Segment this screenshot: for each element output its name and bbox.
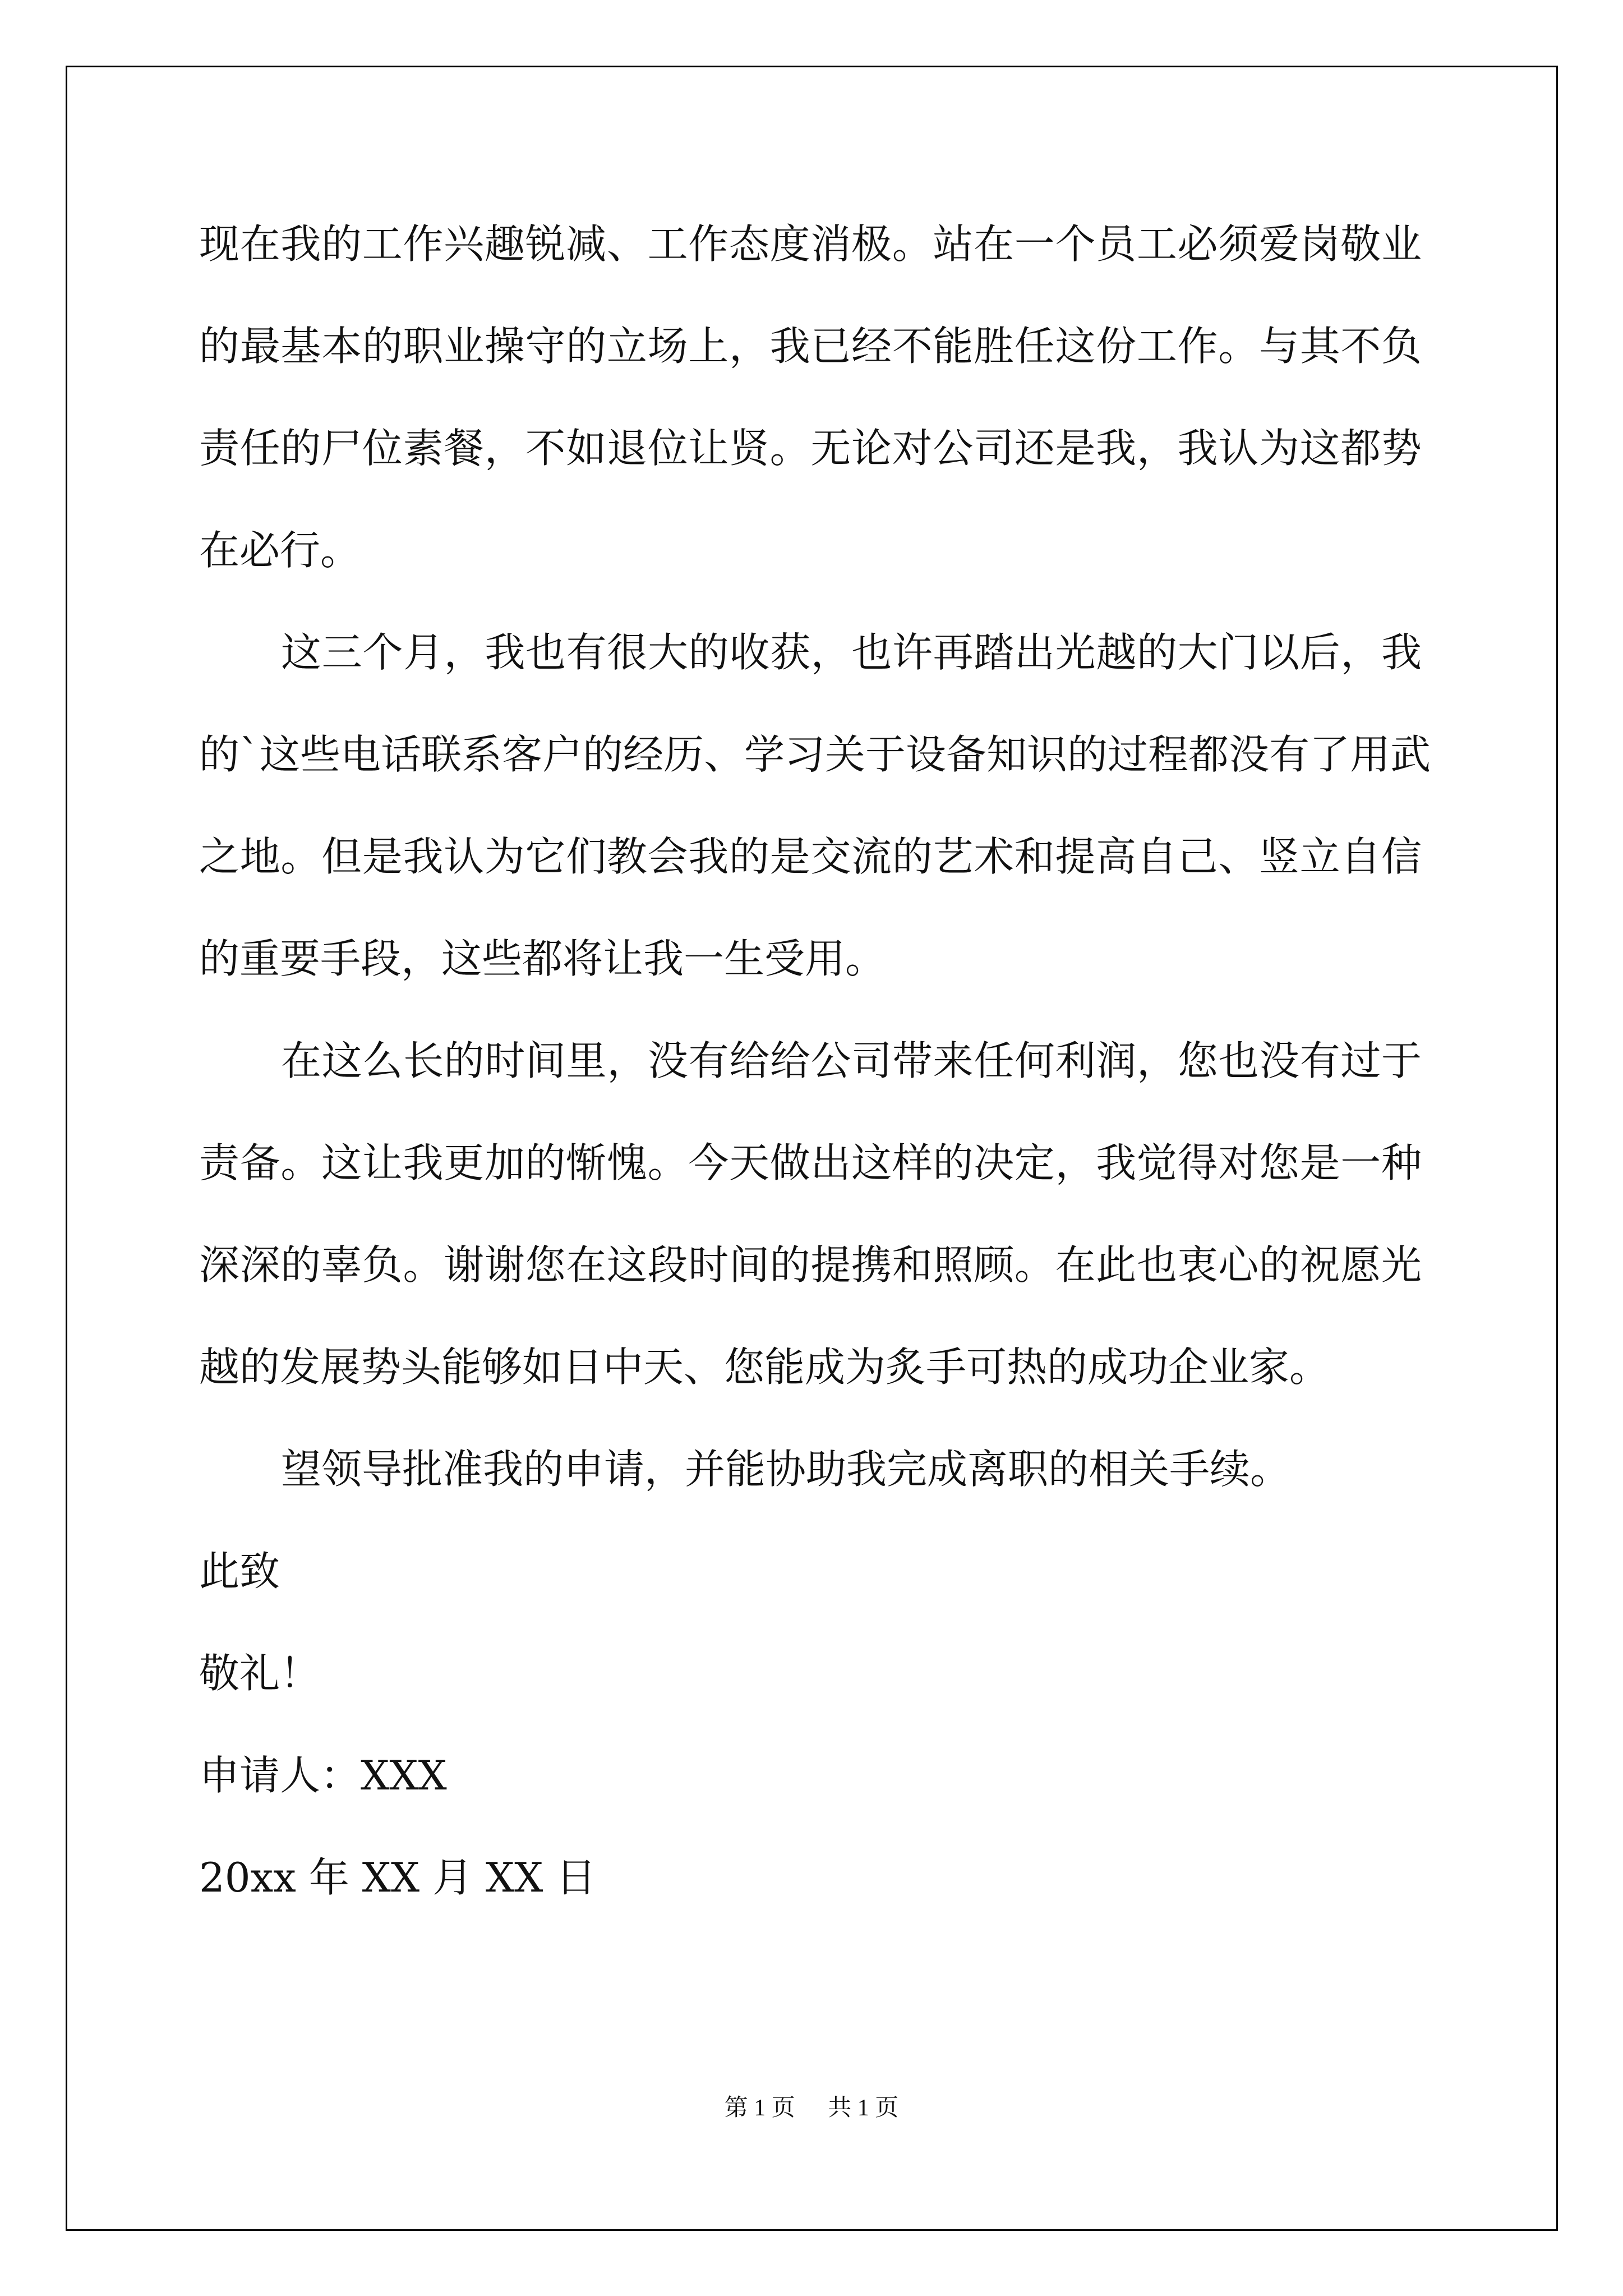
paragraph-2-line-1: 这三个月，我也有很大的收获，也许再踏出光越的大门以后，我 bbox=[281, 629, 1422, 676]
paragraph-3-line-2: 责备。这让我更加的惭愧。今天做出这样的决定，我觉得对您是一种 bbox=[199, 1139, 1422, 1186]
paragraph-3-line-3: 深深的辜负。谢谢您在这段时间的提携和照顾。在此也衷心的祝愿光 bbox=[199, 1241, 1422, 1289]
paragraph-2-line-2: 的`这些电话联系客户的经历、学习关于设备知识的过程都没有了用武 bbox=[199, 731, 1431, 778]
salute-text: 敬礼！ bbox=[199, 1650, 321, 1697]
paragraph-3-line-4: 越的发展势头能够如日中天、您能成为炙手可热的成功企业家。 bbox=[199, 1343, 1330, 1391]
paragraph-1-line-1: 现在我的工作兴趣锐减、工作态度消极。站在一个员工必须爱岗敬业 bbox=[199, 220, 1422, 268]
paragraph-2-line-4: 的重要手段，这些都将让我一生受用。 bbox=[199, 935, 886, 982]
paragraph-2-line-3: 之地。但是我认为它们教会我的是交流的艺术和提高自己、竖立自信 bbox=[199, 833, 1422, 880]
paragraph-4-line-1: 望领导批准我的申请，并能协助我完成离职的相关手续。 bbox=[281, 1446, 1291, 1493]
paragraph-1-line-3: 责任的尸位素餐，不如退位让贤。无论对公司还是我，我认为这都势 bbox=[199, 425, 1422, 472]
date-line: 20xx 年 XX 月 XX 日 bbox=[199, 1854, 597, 1901]
total-pages: 共 1 页 bbox=[828, 2095, 899, 2121]
applicant-line: 申请人：XXX bbox=[199, 1752, 447, 1799]
paragraph-3-line-1: 在这么长的时间里，没有给给公司带来任何利润，您也没有过于 bbox=[281, 1037, 1422, 1084]
page-number: 第 1 页 bbox=[724, 2095, 795, 2121]
closing-text: 此致 bbox=[199, 1548, 280, 1595]
page-footer bbox=[0, 2091, 1623, 2125]
paragraph-1-line-4: 在必行。 bbox=[199, 527, 361, 574]
paragraph-1-line-2: 的最基本的职业操守的立场上，我已经不能胜任这份工作。与其不负 bbox=[199, 323, 1422, 370]
